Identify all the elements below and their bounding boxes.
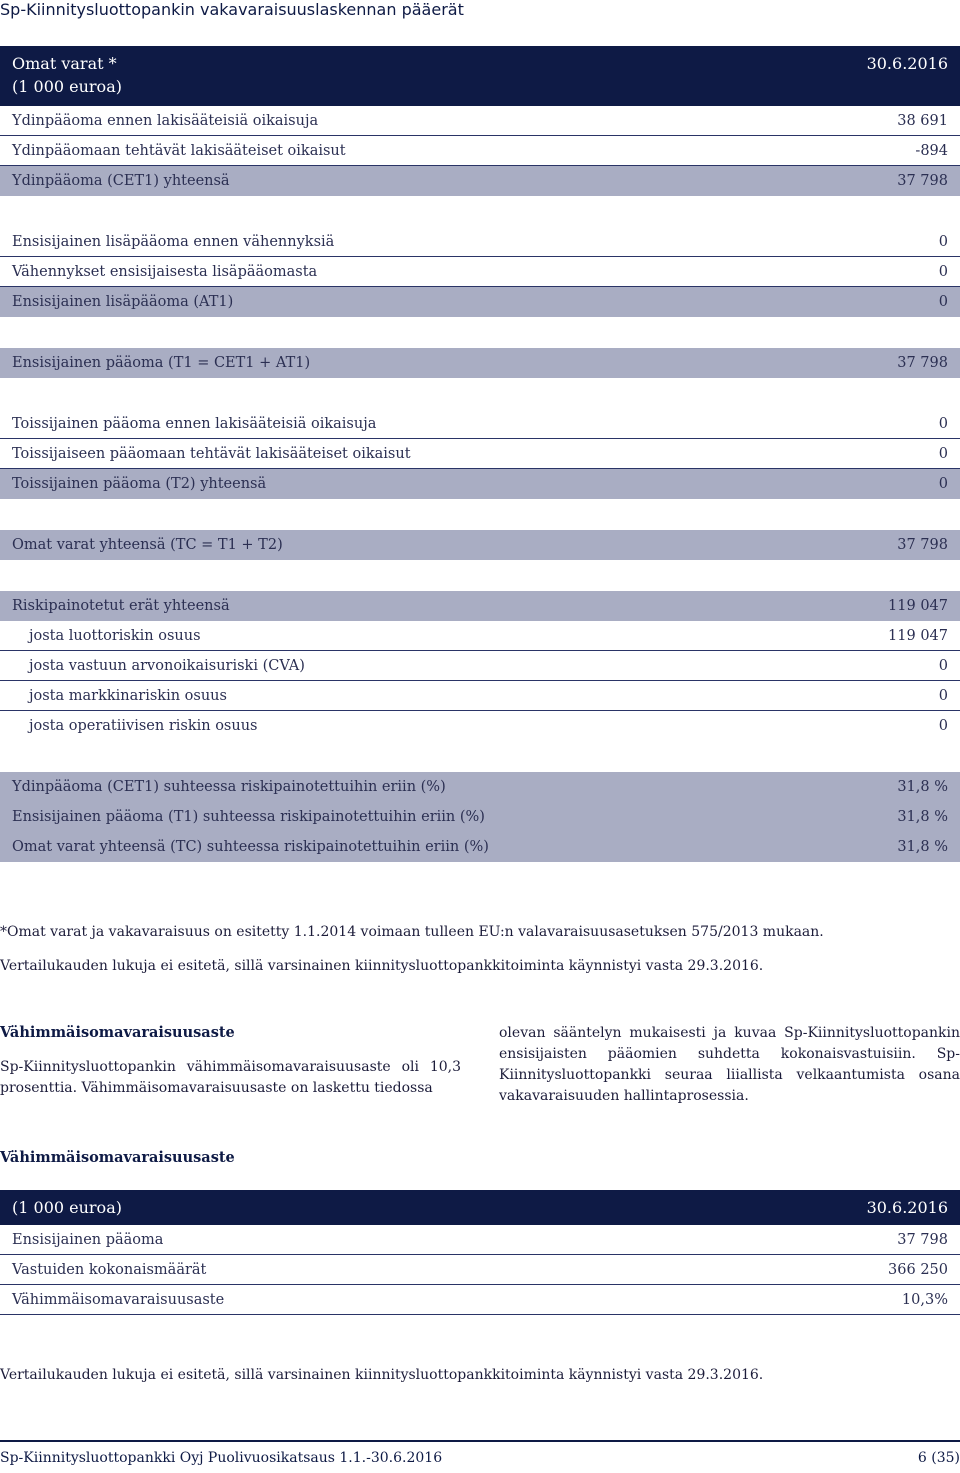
row-label: Toissijainen pääoma (T2) yhteensä <box>12 475 267 492</box>
row-value: 0 <box>938 657 948 674</box>
leverage-ratio-table <box>0 1190 960 1315</box>
footer-title: Sp-Kiinnitysluottopankki Oyj Puolivuosikatsaus 1.1.-30.6.2016 <box>0 1450 443 1466</box>
page-number: 6 (35) <box>917 1450 960 1466</box>
row-label: Ensisijainen pääoma (T1 = CET1 + AT1) <box>12 354 311 371</box>
table-row <box>0 409 960 439</box>
table-row <box>0 711 960 741</box>
table-row <box>0 1225 960 1255</box>
table-row <box>0 136 960 166</box>
row-value: 37 798 <box>897 172 948 189</box>
footer-divider <box>0 1440 960 1442</box>
row-label: Toissijainen pääoma ennen lakisääteisiä oikaisuja <box>12 415 377 432</box>
table-row <box>0 530 960 560</box>
row-value: 366 250 <box>888 1261 948 1278</box>
row-label: Toissijaiseen pääomaan tehtävät lakisääteiset oikaisut <box>12 445 411 462</box>
row-value: 37 798 <box>897 536 948 553</box>
table-row <box>0 166 960 196</box>
table-row <box>0 591 960 621</box>
table-row <box>0 1255 960 1285</box>
group-spacer <box>0 560 960 591</box>
table-row <box>0 257 960 287</box>
row-value: 0 <box>938 415 948 432</box>
leverage-table-header <box>0 1190 960 1225</box>
row-label: Ydinpääoma ennen lakisääteisiä oikaisuja <box>12 112 319 129</box>
page-title: Sp-Kiinnitysluottopankin vakavaraisuuslaskennan pääerät <box>0 0 464 19</box>
header-label-line1: Omat varat * <box>12 54 117 73</box>
header-date: 30.6.2016 <box>866 54 948 73</box>
row-value: 119 047 <box>888 597 948 614</box>
leverage-header-date: 30.6.2016 <box>866 1198 948 1217</box>
row-value: 31,8 % <box>897 778 948 795</box>
row-label: josta luottoriskin osuus <box>29 627 201 644</box>
own-funds-table <box>0 46 960 862</box>
table-row <box>0 772 960 802</box>
row-value: 31,8 % <box>897 838 948 855</box>
leverage-header-label: (1 000 euroa) <box>12 1198 122 1217</box>
table-row <box>0 621 960 651</box>
section-heading: Vähimmäisomavaraisuusaste <box>0 1024 235 1041</box>
row-label: Ensisijainen lisäpääoma (AT1) <box>12 293 234 310</box>
row-label: Ensisijainen lisäpääoma ennen vähennyksiä <box>12 233 335 250</box>
group-spacer <box>0 741 960 772</box>
footnote-1: *Omat varat ja vakavaraisuus on esitetty 1.1.2014 voimaan tulleen EU:n valavaraisuusasetuksen 575/2013 mukaan. <box>0 924 824 940</box>
row-value: 0 <box>938 475 948 492</box>
row-value: 0 <box>938 263 948 280</box>
row-value: -894 <box>915 142 948 159</box>
table-row <box>0 469 960 499</box>
table-row <box>0 1285 960 1315</box>
group-spacer <box>0 499 960 530</box>
row-label: Ydinpääoma (CET1) suhteessa riskipainotettuihin eriin (%) <box>12 778 446 795</box>
footnote-2: Vertailukauden lukuja ei esitetä, sillä varsinainen kiinnitysluottopankkitoiminta käynnistyi vasta 29.3.2016. <box>0 958 764 974</box>
table-row <box>0 439 960 469</box>
row-label: josta markkinariskin osuus <box>29 687 227 704</box>
group-spacer <box>0 378 960 409</box>
table-row <box>0 106 960 136</box>
footer <box>0 1450 960 1472</box>
table-row <box>0 227 960 257</box>
row-value: 37 798 <box>897 354 948 371</box>
row-label: Ensisijainen pääoma (T1) suhteessa riskipainotettuihin eriin (%) <box>12 808 485 825</box>
own-funds-table-header <box>0 46 960 106</box>
row-value: 0 <box>938 293 948 310</box>
row-label: Ydinpääoma (CET1) yhteensä <box>12 172 230 189</box>
group-spacer <box>0 196 960 227</box>
row-label: Ydinpääomaan tehtävät lakisääteiset oikaisut <box>12 142 346 159</box>
row-label: josta vastuun arvonoikaisuriski (CVA) <box>29 657 305 674</box>
row-label: Riskipainotetut erät yhteensä <box>12 597 230 614</box>
table-row <box>0 681 960 711</box>
row-value: 10,3% <box>901 1291 948 1308</box>
row-label: Vastuiden kokonaismäärät <box>12 1261 207 1278</box>
own-funds-table-body <box>0 106 960 862</box>
row-value: 0 <box>938 445 948 462</box>
row-value: 119 047 <box>888 627 948 644</box>
row-label: Vähennykset ensisijaisesta lisäpääomasta <box>12 263 318 280</box>
left-paragraph: Sp-Kiinnitysluottopankin vähimmäisomavaraisuusaste oli 10,3 prosenttia. Vähimmäisomavaraisuusaste on laskettu tiedossa <box>0 1059 461 1096</box>
right-paragraph: olevan sääntelyn mukaisesti ja kuvaa Sp-Kiinnitysluottopankin ensisijaisten pääomien suhdetta kokonaisvastuisiin. Sp-Kiinnitysluottopankki seuraa liiallista velkaantumista osana vakavaraisuuden hallintaprosessia. <box>499 1025 960 1104</box>
row-value: 31,8 % <box>897 808 948 825</box>
header-label-line2: (1 000 euroa) <box>12 77 122 96</box>
table-row <box>0 287 960 317</box>
table2-heading: Vähimmäisomavaraisuusaste <box>0 1149 235 1166</box>
row-value: 37 798 <box>897 1231 948 1248</box>
row-value: 38 691 <box>897 112 948 129</box>
row-value: 0 <box>938 233 948 250</box>
table-row <box>0 802 960 832</box>
table-row <box>0 832 960 862</box>
row-label: Ensisijainen pääoma <box>12 1231 164 1248</box>
row-value: 0 <box>938 687 948 704</box>
row-label: Vähimmäisomavaraisuusaste <box>12 1291 225 1308</box>
row-value: 0 <box>938 718 948 734</box>
group-spacer <box>0 317 960 348</box>
row-label: Omat varat yhteensä (TC) suhteessa riskipainotettuihin eriin (%) <box>12 838 489 855</box>
row-label: Omat varat yhteensä (TC = T1 + T2) <box>12 536 283 553</box>
row-label: josta operatiivisen riskin osuus <box>29 718 258 734</box>
table-row <box>0 651 960 681</box>
table2-note: Vertailukauden lukuja ei esitetä, sillä varsinainen kiinnitysluottopankkitoiminta käynnistyi vasta 29.3.2016. <box>0 1367 764 1383</box>
table-row <box>0 348 960 378</box>
